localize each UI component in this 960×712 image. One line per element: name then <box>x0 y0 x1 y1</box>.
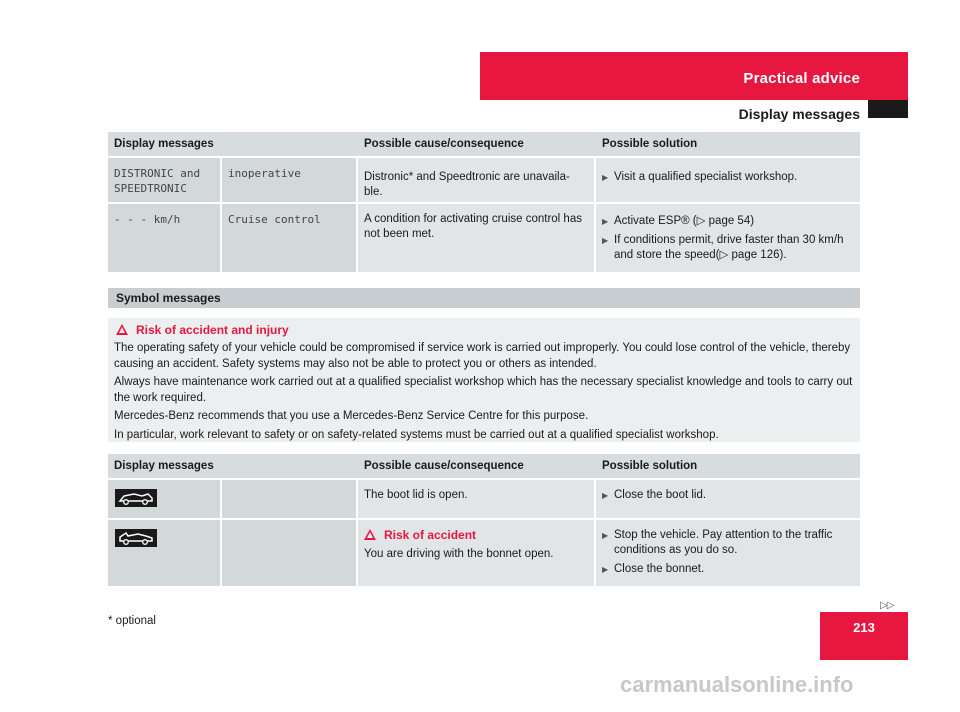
solution-item: ▶ If conditions permit, drive faster than 30 km/h and store the speed(▷ page 126). <box>602 233 854 263</box>
col-solution: Possible solution <box>594 454 860 478</box>
cause-cell <box>356 520 594 586</box>
solution-item: ▶ Close the bonnet. <box>602 562 854 577</box>
table-row <box>108 202 860 272</box>
col-solution: Possible solution <box>594 132 860 156</box>
table-header <box>108 132 860 156</box>
page-number-box <box>820 612 908 660</box>
warning-box <box>108 318 860 442</box>
cause-text: A condition for activating cruise control has not been met. <box>356 204 594 272</box>
display-message-text: inoperative <box>220 158 356 202</box>
warning-title: Risk of accident and injury <box>136 323 289 337</box>
col-cause: Possible cause/consequence <box>356 132 594 156</box>
display-message-text: Cruise control <box>220 204 356 272</box>
col-display-messages: Display messages <box>114 460 214 472</box>
solution-list <box>594 480 860 518</box>
table-row <box>108 156 860 202</box>
solution-list <box>594 158 860 202</box>
warning-triangle-icon <box>364 529 376 540</box>
symbol-messages-title: Symbol messages <box>116 291 221 305</box>
solution-list <box>594 520 860 586</box>
solution-item: ▶ Stop the vehicle. Pay attention to the traffic conditions as you do so. <box>602 528 854 558</box>
cause-text: The boot lid is open. <box>356 480 594 518</box>
solution-item: ▶ Activate ESP® (▷ page 54) <box>602 214 854 229</box>
cause-text: You are driving with the bonnet open. <box>364 548 554 560</box>
warning-heading <box>116 323 289 337</box>
table-row <box>108 478 860 518</box>
display-message-text: - - - km/h <box>108 204 220 272</box>
display-messages-table-2 <box>108 454 860 586</box>
section-marker <box>868 100 908 118</box>
bonnet-open-icon <box>108 520 220 586</box>
section-title: Practical advice <box>743 70 860 87</box>
empty-cell <box>220 520 356 586</box>
warning-title: Risk of accident <box>384 528 477 542</box>
warning-body <box>114 341 858 446</box>
col-display-messages: Display messages <box>114 138 214 150</box>
cause-text: Distronic* and Speedtronic are unavaila-ble. <box>356 158 594 202</box>
warning-paragraph: Mercedes-Benz recommends that you use a Mercedes-Benz Service Centre for this purpose. <box>114 410 589 422</box>
warning-triangle-icon <box>116 324 128 335</box>
continued-marker: ▷▷ <box>880 600 894 611</box>
boot-open-icon <box>108 480 220 518</box>
solution-item: ▶ Visit a qualified specialist workshop. <box>602 170 854 185</box>
warning-heading <box>364 528 588 542</box>
table-header <box>108 454 860 478</box>
table-row <box>108 518 860 586</box>
page-subtitle: Display messages <box>738 106 860 122</box>
page-number: 213 <box>853 620 875 635</box>
symbol-messages-heading <box>108 288 860 308</box>
solution-item: ▶ Close the boot lid. <box>602 488 854 503</box>
solution-list <box>594 204 860 272</box>
empty-cell <box>220 480 356 518</box>
watermark: carmanualsonline.info <box>620 672 854 697</box>
display-message-text: DISTRONIC and SPEEDTRONIC <box>108 158 220 202</box>
display-messages-table-1 <box>108 132 860 272</box>
footnote: * optional <box>108 615 156 627</box>
section-banner <box>480 52 908 100</box>
warning-paragraph: Always have maintenance work carried out at a qualified specialist workshop which has the necessary specialist knowledge and tools to carry out the work required. <box>114 376 853 404</box>
col-cause: Possible cause/consequence <box>356 454 594 478</box>
warning-paragraph: The operating safety of your vehicle could be compromised if service work is carried out improperly. You could lose control of the vehicle, thereby causing an accident. Safety systems may also not be able to protect you or others as intended. <box>114 342 851 370</box>
warning-paragraph: In particular, work relevant to safety or on safety-related systems must be carried out at a qualified specialist workshop. <box>114 428 719 441</box>
